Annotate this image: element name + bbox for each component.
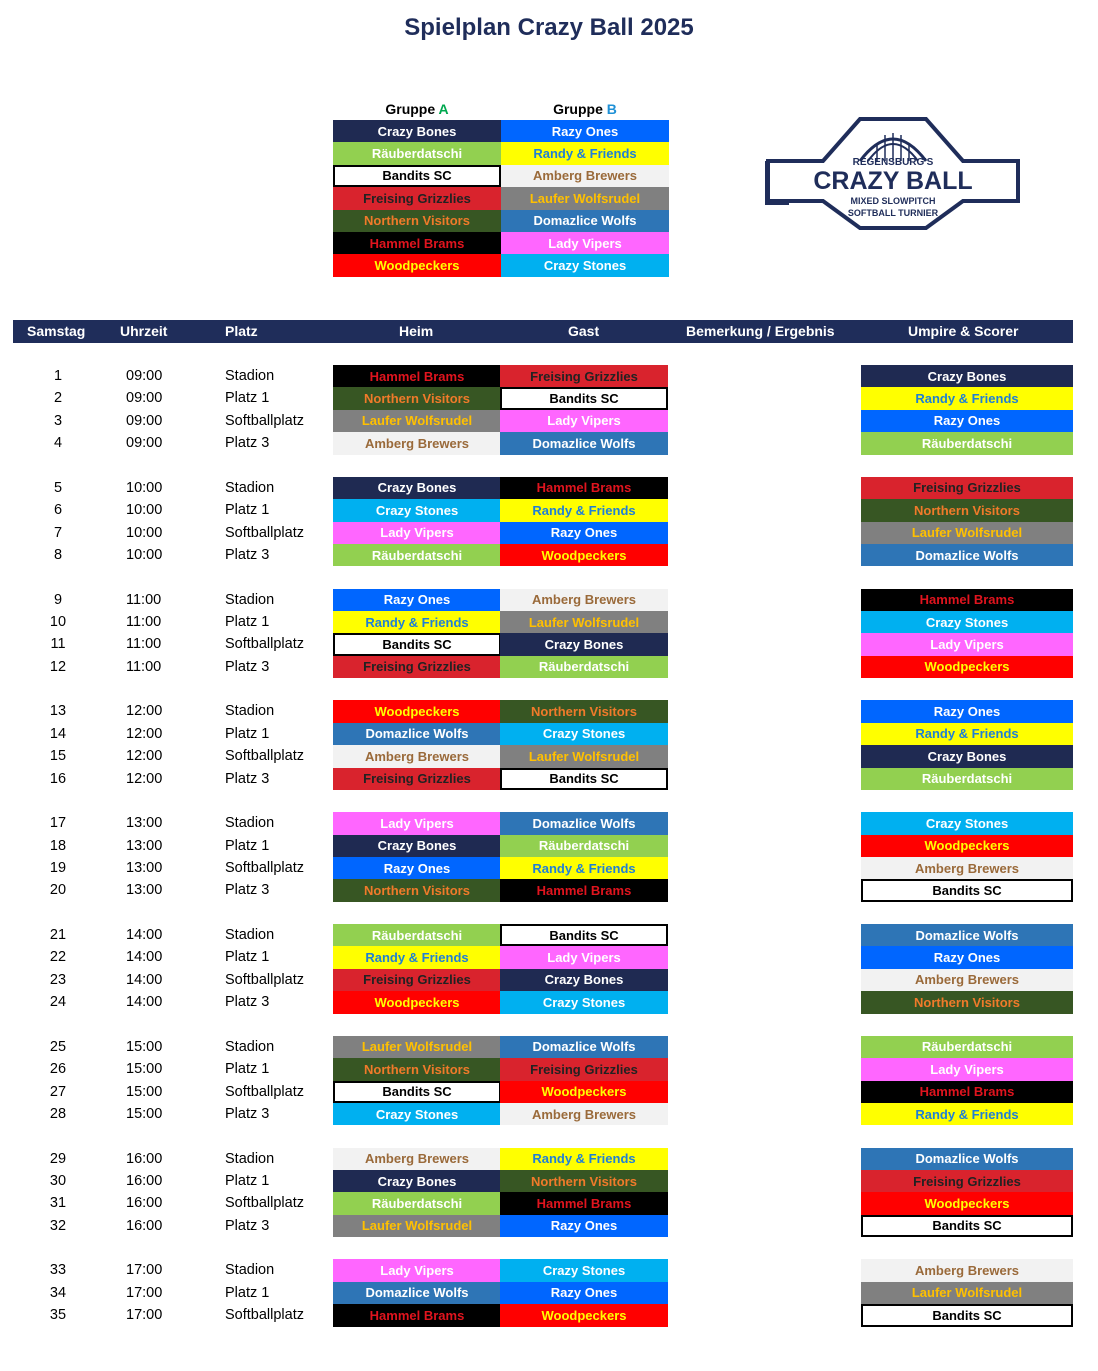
umpire-team: Crazy Stones xyxy=(861,611,1073,633)
game-place: Platz 3 xyxy=(225,435,270,452)
game-row xyxy=(0,857,1098,879)
game-row xyxy=(0,812,1098,834)
logo-line3: MIXED SLOWPITCH xyxy=(850,196,936,206)
game-row xyxy=(0,700,1098,722)
game-place: Softballplatz xyxy=(225,1195,304,1212)
game-time: 14:00 xyxy=(126,926,163,943)
col-umpire: Umpire & Scorer xyxy=(908,323,1019,339)
game-row xyxy=(0,477,1098,499)
home-team: Domazlice Wolfs xyxy=(333,723,501,745)
game-number: 6 xyxy=(53,502,63,519)
time-block xyxy=(0,477,1098,589)
game-row xyxy=(0,1259,1098,1281)
time-block xyxy=(0,1036,1098,1148)
game-number: 18 xyxy=(49,837,67,854)
away-team: Hammel Brams xyxy=(500,879,668,901)
home-team: Laufer Wolfsrudel xyxy=(333,1215,501,1237)
group-row xyxy=(333,254,669,276)
home-team: Razy Ones xyxy=(333,589,501,611)
game-time: 10:00 xyxy=(126,502,163,519)
game-row xyxy=(0,1170,1098,1192)
game-time: 09:00 xyxy=(126,412,163,429)
game-place: Platz 3 xyxy=(225,994,270,1011)
game-place: Platz 1 xyxy=(225,613,270,630)
game-place: Platz 1 xyxy=(225,1284,270,1301)
time-block xyxy=(0,589,1098,701)
col-day: Samstag xyxy=(27,323,86,339)
game-time: 13:00 xyxy=(126,882,163,899)
game-place: Stadion xyxy=(225,1262,275,1279)
home-team: Lady Vipers xyxy=(333,812,501,834)
game-time: 11:00 xyxy=(126,658,162,675)
group-a-team: Hammel Brams xyxy=(333,232,501,254)
game-number: 17 xyxy=(49,815,67,832)
game-time: 09:00 xyxy=(126,368,163,384)
game-row xyxy=(0,1036,1098,1058)
group-a-heading xyxy=(333,98,501,120)
game-time: 15:00 xyxy=(126,1038,163,1055)
umpire-team: Woodpeckers xyxy=(861,1192,1073,1214)
away-team: Northern Visitors xyxy=(500,700,668,722)
col-away: Gast xyxy=(568,323,600,339)
game-row xyxy=(0,544,1098,566)
group-a-team: Freising Grizzlies xyxy=(333,187,501,209)
umpire-team: Räuberdatschi xyxy=(861,432,1073,454)
game-time: 14:00 xyxy=(126,994,163,1011)
away-team: Woodpeckers xyxy=(500,1304,668,1326)
game-row xyxy=(0,879,1098,901)
away-team: Razy Ones xyxy=(500,522,668,544)
game-number: 24 xyxy=(49,994,67,1011)
game-row xyxy=(0,522,1098,544)
group-b-team: Randy & Friends xyxy=(501,142,669,164)
away-team: Räuberdatschi xyxy=(500,656,668,678)
away-team: Hammel Brams xyxy=(500,477,668,499)
game-place: Stadion xyxy=(225,926,275,943)
game-time: 13:00 xyxy=(126,837,163,854)
away-team: Domazlice Wolfs xyxy=(500,812,668,834)
umpire-team: Räuberdatschi xyxy=(861,1036,1073,1058)
game-time: 11:00 xyxy=(126,613,162,630)
umpire-team: Räuberdatschi xyxy=(861,768,1073,790)
game-time: 17:00 xyxy=(126,1262,163,1279)
home-team: Bandits SC xyxy=(333,633,501,655)
game-number: 4 xyxy=(53,435,63,452)
home-team: Freising Grizzlies xyxy=(333,969,501,991)
game-row xyxy=(0,1304,1098,1326)
umpire-team: Northern Visitors xyxy=(861,499,1073,521)
umpire-team: Northern Visitors xyxy=(861,991,1073,1013)
umpire-team: Bandits SC xyxy=(861,1304,1073,1326)
game-time: 14:00 xyxy=(126,971,163,988)
game-place: Stadion xyxy=(225,1038,275,1055)
game-row xyxy=(0,768,1098,790)
home-team: Hammel Brams xyxy=(333,365,501,387)
game-time: 12:00 xyxy=(126,725,163,742)
game-number: 23 xyxy=(49,971,67,988)
game-number: 7 xyxy=(53,524,63,541)
home-team: Amberg Brewers xyxy=(333,745,501,767)
home-team: Northern Visitors xyxy=(333,387,501,409)
game-place: Stadion xyxy=(225,1150,275,1167)
umpire-team: Woodpeckers xyxy=(861,656,1073,678)
game-place: Platz 1 xyxy=(225,390,270,407)
home-team: Laufer Wolfsrudel xyxy=(333,1036,501,1058)
group-b-heading xyxy=(501,98,669,120)
logo-line1: REGENSBURG'S xyxy=(852,157,934,168)
game-time: 17:00 xyxy=(126,1284,163,1301)
home-team: Crazy Stones xyxy=(333,499,501,521)
time-block xyxy=(0,812,1098,924)
game-place: Platz 1 xyxy=(225,949,270,966)
game-number: 21 xyxy=(49,926,67,943)
umpire-team: Bandits SC xyxy=(861,879,1073,901)
game-number: 30 xyxy=(49,1172,67,1189)
game-place: Platz 1 xyxy=(225,725,270,742)
game-place: Softballplatz xyxy=(225,412,304,429)
away-team: Laufer Wolfsrudel xyxy=(500,745,668,767)
away-team: Domazlice Wolfs xyxy=(500,432,668,454)
game-place: Stadion xyxy=(225,703,275,720)
away-team: Bandits SC xyxy=(500,768,668,790)
away-team: Lady Vipers xyxy=(500,410,668,432)
game-row xyxy=(0,1081,1098,1103)
umpire-team: Domazlice Wolfs xyxy=(861,1148,1073,1170)
umpire-team: Amberg Brewers xyxy=(861,857,1073,879)
game-number: 32 xyxy=(49,1217,67,1234)
col-remark: Bemerkung / Ergebnis xyxy=(686,323,835,339)
game-row xyxy=(0,611,1098,633)
game-number: 2 xyxy=(53,390,63,407)
time-block xyxy=(0,1148,1098,1260)
game-number: 9 xyxy=(53,591,63,608)
game-number: 1 xyxy=(53,368,63,384)
game-row xyxy=(0,410,1098,432)
game-row xyxy=(0,723,1098,745)
home-team: Northern Visitors xyxy=(333,879,501,901)
umpire-team: Woodpeckers xyxy=(861,835,1073,857)
game-row xyxy=(0,1282,1098,1304)
away-team: Northern Visitors xyxy=(500,1170,668,1192)
game-time: 16:00 xyxy=(126,1195,163,1212)
umpire-team: Crazy Bones xyxy=(861,745,1073,767)
game-time: 09:00 xyxy=(126,390,163,407)
game-number: 3 xyxy=(53,412,63,429)
group-b-team: Amberg Brewers xyxy=(501,165,669,187)
game-time: 09:00 xyxy=(126,435,163,452)
game-row xyxy=(0,499,1098,521)
game-number: 10 xyxy=(49,613,67,630)
group-b-team: Razy Ones xyxy=(501,120,669,142)
game-row xyxy=(0,1215,1098,1237)
umpire-team: Freising Grizzlies xyxy=(861,477,1073,499)
game-place: Softballplatz xyxy=(225,524,304,541)
umpire-team: Domazlice Wolfs xyxy=(861,544,1073,566)
away-team: Randy & Friends xyxy=(500,1148,668,1170)
game-row xyxy=(0,946,1098,968)
away-team: Amberg Brewers xyxy=(500,1103,668,1125)
home-team: Amberg Brewers xyxy=(333,432,501,454)
game-row xyxy=(0,656,1098,678)
game-number: 20 xyxy=(49,882,67,899)
home-team: Woodpeckers xyxy=(333,991,501,1013)
away-team: Woodpeckers xyxy=(500,1081,668,1103)
game-place: Platz 1 xyxy=(225,502,270,519)
away-team: Bandits SC xyxy=(500,387,668,409)
game-place: Platz 1 xyxy=(225,1172,270,1189)
game-place: Softballplatz xyxy=(225,1083,304,1100)
away-team: Crazy Stones xyxy=(500,1259,668,1281)
home-team: Randy & Friends xyxy=(333,611,501,633)
group-a-team: Woodpeckers xyxy=(333,254,501,276)
away-team: Bandits SC xyxy=(500,924,668,946)
group-b-team: Lady Vipers xyxy=(501,232,669,254)
game-time: 17:00 xyxy=(126,1307,163,1324)
home-team: Lady Vipers xyxy=(333,522,501,544)
game-row xyxy=(0,589,1098,611)
game-row xyxy=(0,633,1098,655)
game-number: 28 xyxy=(49,1105,67,1122)
game-row xyxy=(0,924,1098,946)
game-number: 35 xyxy=(49,1307,67,1324)
home-team: Laufer Wolfsrudel xyxy=(333,410,501,432)
game-place: Stadion xyxy=(225,368,275,384)
home-team: Lady Vipers xyxy=(333,1259,501,1281)
game-time: 11:00 xyxy=(126,636,162,653)
game-row xyxy=(0,745,1098,767)
crazy-ball-logo xyxy=(765,115,1021,230)
umpire-team: Crazy Stones xyxy=(861,812,1073,834)
umpire-team: Amberg Brewers xyxy=(861,1259,1073,1281)
home-team: Woodpeckers xyxy=(333,700,501,722)
game-row xyxy=(0,991,1098,1013)
schedule-header xyxy=(13,320,1073,343)
game-number: 5 xyxy=(53,479,63,496)
umpire-team: Randy & Friends xyxy=(861,387,1073,409)
home-team: Crazy Bones xyxy=(333,1170,501,1192)
home-team: Hammel Brams xyxy=(333,1304,501,1326)
away-team: Randy & Friends xyxy=(500,857,668,879)
group-a-prefix: Gruppe xyxy=(385,101,439,117)
home-team: Amberg Brewers xyxy=(333,1148,501,1170)
game-place: Softballplatz xyxy=(225,859,304,876)
group-a-team: Bandits SC xyxy=(333,165,501,187)
logo-line4: SOFTBALL TURNIER xyxy=(847,208,939,218)
time-block xyxy=(0,365,1098,477)
game-time: 14:00 xyxy=(126,949,163,966)
home-team: Räuberdatschi xyxy=(333,924,501,946)
game-place: Softballplatz xyxy=(225,748,304,765)
group-a-team: Northern Visitors xyxy=(333,210,501,232)
away-team: Razy Ones xyxy=(500,1215,668,1237)
home-team: Domazlice Wolfs xyxy=(333,1282,501,1304)
game-row xyxy=(0,1103,1098,1125)
away-team: Crazy Stones xyxy=(500,991,668,1013)
game-time: 10:00 xyxy=(126,524,163,541)
game-time: 15:00 xyxy=(126,1105,163,1122)
game-row xyxy=(0,1058,1098,1080)
umpire-team: Razy Ones xyxy=(861,946,1073,968)
group-a-letter: A xyxy=(438,101,449,117)
game-place: Softballplatz xyxy=(225,636,304,653)
game-row xyxy=(0,1192,1098,1214)
group-b-letter: B xyxy=(606,101,617,117)
game-place: Platz 1 xyxy=(225,1061,270,1078)
away-team: Freising Grizzlies xyxy=(500,1058,668,1080)
game-time: 16:00 xyxy=(126,1172,163,1189)
time-block xyxy=(0,924,1098,1036)
group-rows xyxy=(333,120,669,277)
game-time: 12:00 xyxy=(126,703,163,720)
group-row xyxy=(333,165,669,187)
game-row xyxy=(0,1148,1098,1170)
group-row xyxy=(333,120,669,142)
game-row xyxy=(0,835,1098,857)
umpire-team: Laufer Wolfsrudel xyxy=(861,1282,1073,1304)
game-row xyxy=(0,969,1098,991)
away-team: Lady Vipers xyxy=(500,946,668,968)
logo-line2: CRAZY BALL xyxy=(813,167,973,195)
time-block xyxy=(0,1259,1098,1371)
groups-table xyxy=(333,98,669,277)
umpire-team: Hammel Brams xyxy=(861,589,1073,611)
game-time: 15:00 xyxy=(126,1061,163,1078)
game-number: 27 xyxy=(49,1083,67,1100)
home-team: Freising Grizzlies xyxy=(333,768,501,790)
game-time: 15:00 xyxy=(126,1083,163,1100)
group-b-prefix: Gruppe xyxy=(553,101,607,117)
game-place: Stadion xyxy=(225,479,275,496)
game-row xyxy=(0,432,1098,454)
game-number: 26 xyxy=(49,1061,67,1078)
away-team: Randy & Friends xyxy=(500,499,668,521)
game-number: 25 xyxy=(49,1038,67,1055)
umpire-team: Amberg Brewers xyxy=(861,969,1073,991)
umpire-team: Lady Vipers xyxy=(861,1058,1073,1080)
home-team: Crazy Stones xyxy=(333,1103,501,1125)
groups-header xyxy=(333,98,669,120)
away-team: Razy Ones xyxy=(500,1282,668,1304)
game-number: 33 xyxy=(49,1262,67,1279)
game-place: Platz 3 xyxy=(225,658,270,675)
home-team: Freising Grizzlies xyxy=(333,656,501,678)
game-number: 29 xyxy=(49,1150,67,1167)
page-title: Spielplan Crazy Ball 2025 xyxy=(404,14,694,41)
home-team: Räuberdatschi xyxy=(333,1192,501,1214)
away-team: Räuberdatschi xyxy=(500,835,668,857)
umpire-team: Randy & Friends xyxy=(861,1103,1073,1125)
away-team: Freising Grizzlies xyxy=(500,365,668,387)
home-team: Crazy Bones xyxy=(333,835,501,857)
game-place: Platz 3 xyxy=(225,770,270,787)
game-time: 13:00 xyxy=(126,815,163,832)
game-time: 11:00 xyxy=(126,591,162,608)
game-number: 12 xyxy=(49,658,67,675)
game-place: Softballplatz xyxy=(225,971,304,988)
game-time: 12:00 xyxy=(126,748,163,765)
home-team: Räuberdatschi xyxy=(333,544,501,566)
game-time: 16:00 xyxy=(126,1217,163,1234)
game-place: Platz 3 xyxy=(225,882,270,899)
umpire-team: Laufer Wolfsrudel xyxy=(861,522,1073,544)
group-b-team: Domazlice Wolfs xyxy=(501,210,669,232)
col-home: Heim xyxy=(399,323,434,339)
game-time: 10:00 xyxy=(126,479,163,496)
game-place: Stadion xyxy=(225,815,275,832)
game-row xyxy=(0,387,1098,409)
game-place: Platz 1 xyxy=(225,837,270,854)
umpire-team: Crazy Bones xyxy=(861,365,1073,387)
away-team: Domazlice Wolfs xyxy=(500,1036,668,1058)
away-team: Laufer Wolfsrudel xyxy=(500,611,668,633)
game-time: 12:00 xyxy=(126,770,163,787)
game-number: 34 xyxy=(49,1284,67,1301)
away-team: Crazy Stones xyxy=(500,723,668,745)
game-number: 14 xyxy=(49,725,67,742)
away-team: Hammel Brams xyxy=(500,1192,668,1214)
game-place: Platz 3 xyxy=(225,546,270,563)
home-team: Randy & Friends xyxy=(333,946,501,968)
group-row xyxy=(333,232,669,254)
away-team: Crazy Bones xyxy=(500,969,668,991)
game-number: 22 xyxy=(49,949,67,966)
away-team: Woodpeckers xyxy=(500,544,668,566)
home-team: Bandits SC xyxy=(333,1081,501,1103)
home-team: Razy Ones xyxy=(333,857,501,879)
game-number: 11 xyxy=(50,636,66,653)
umpire-team: Bandits SC xyxy=(861,1215,1073,1237)
group-row xyxy=(333,210,669,232)
umpire-team: Freising Grizzlies xyxy=(861,1170,1073,1192)
game-number: 8 xyxy=(53,546,63,563)
schedule-table xyxy=(0,365,1098,1371)
time-block xyxy=(0,700,1098,812)
home-team: Northern Visitors xyxy=(333,1058,501,1080)
umpire-team: Razy Ones xyxy=(861,410,1073,432)
group-row xyxy=(333,187,669,209)
game-place: Platz 3 xyxy=(225,1105,270,1122)
game-time: 16:00 xyxy=(126,1150,163,1167)
game-number: 13 xyxy=(49,703,67,720)
umpire-team: Domazlice Wolfs xyxy=(861,924,1073,946)
away-team: Amberg Brewers xyxy=(500,589,668,611)
game-number: 19 xyxy=(49,859,67,876)
umpire-team: Lady Vipers xyxy=(861,633,1073,655)
group-a-team: Räuberdatschi xyxy=(333,142,501,164)
group-b-team: Crazy Stones xyxy=(501,254,669,276)
group-b-team: Laufer Wolfsrudel xyxy=(501,187,669,209)
game-place: Platz 3 xyxy=(225,1217,270,1234)
group-row xyxy=(333,142,669,164)
game-number: 15 xyxy=(49,748,67,765)
game-place: Stadion xyxy=(225,591,275,608)
game-place: Softballplatz xyxy=(225,1307,304,1324)
group-a-team: Crazy Bones xyxy=(333,120,501,142)
away-team: Crazy Bones xyxy=(500,633,668,655)
game-number: 16 xyxy=(49,770,67,787)
game-number: 31 xyxy=(49,1195,67,1212)
umpire-team: Randy & Friends xyxy=(861,723,1073,745)
umpire-team: Razy Ones xyxy=(861,700,1073,722)
game-time: 10:00 xyxy=(126,546,163,563)
col-place: Platz xyxy=(225,323,258,339)
col-time: Uhrzeit xyxy=(120,323,168,339)
umpire-team: Hammel Brams xyxy=(861,1081,1073,1103)
home-team: Crazy Bones xyxy=(333,477,501,499)
game-time: 13:00 xyxy=(126,859,163,876)
game-row xyxy=(0,365,1098,387)
